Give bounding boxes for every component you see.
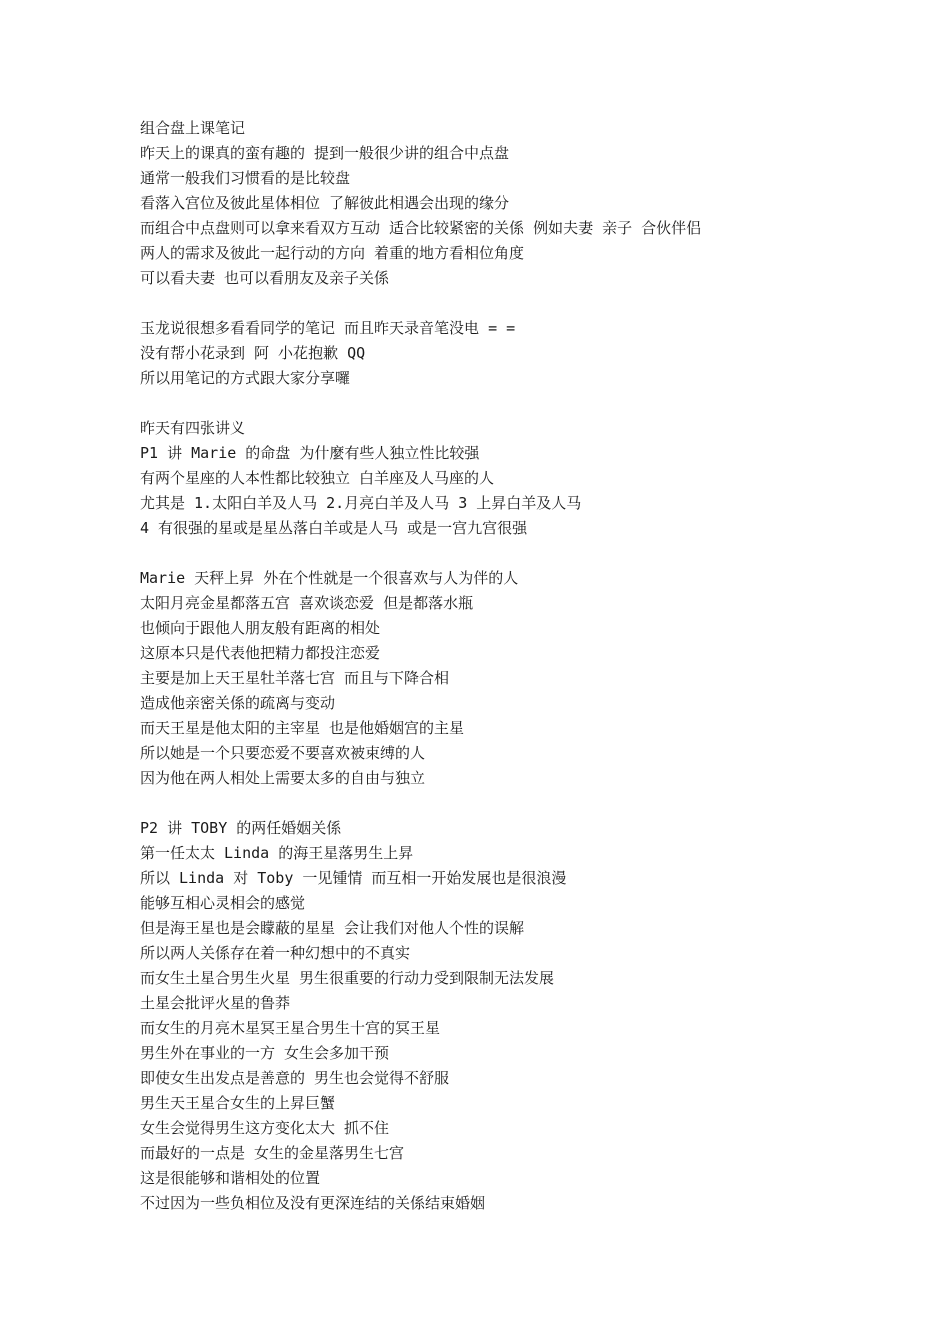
text-line: 这原本只是代表他把精力都投注恋爱 <box>140 644 381 662</box>
text-line: 能够互相心灵相会的感觉 <box>140 894 306 912</box>
document-title: 组合盘上课笔记 <box>140 119 246 137</box>
section-heading-p2: P2 讲 TOBY 的两任婚姻关係 <box>140 819 342 837</box>
text-line: 玉龙说很想多看看同学的笔记 而且昨天录音笔没电 = = <box>140 319 516 337</box>
text-line: 而组合中点盘则可以拿来看双方互动 适合比较紧密的关係 例如夫妻 亲子 合伙伴侣 <box>140 219 702 237</box>
text-line: 而女生土星合男生火星 男生很重要的行动力受到限制无法发展 <box>140 969 555 987</box>
text-line: 男生外在事业的一方 女生会多加干预 <box>140 1044 390 1062</box>
text-line: 通常一般我们习惯看的是比较盘 <box>140 169 351 187</box>
text-line: 所以 Linda 对 Toby 一见锺情 而互相一开始发展也是很浪漫 <box>140 869 567 887</box>
text-line: 所以她是一个只要恋爱不要喜欢被束缚的人 <box>140 744 426 762</box>
text-line: 但是海王星也是会矇蔽的星星 会让我们对他人个性的误解 <box>140 919 525 937</box>
text-line: 尤其是 1.太阳白羊及人马 2.月亮白羊及人马 3 上昇白羊及人马 <box>140 494 582 512</box>
paragraph-sharing <box>140 316 920 391</box>
text-line: 而天王星是他太阳的主宰星 也是他婚姻宫的主星 <box>140 719 465 737</box>
text-line: 即使女生出发点是善意的 男生也会觉得不舒服 <box>140 1069 450 1087</box>
section-heading-p1: P1 讲 Marie 的命盘 为什麼有些人独立性比较强 <box>140 444 480 462</box>
text-line: 男生天王星合女生的上昇巨蟹 <box>140 1094 336 1112</box>
text-line: 太阳月亮金星都落五宫 喜欢谈恋爱 但是都落水瓶 <box>140 594 474 612</box>
text-line: 有两个星座的人本性都比较独立 白羊座及人马座的人 <box>140 469 495 487</box>
text-line: 也倾向于跟他人朋友般有距离的相处 <box>140 619 381 637</box>
text-line: 昨天上的课真的蛮有趣的 提到一般很少讲的组合中点盘 <box>140 144 510 162</box>
text-line: 这是很能够和谐相处的位置 <box>140 1169 321 1187</box>
text-line: 而女生的月亮木星冥王星合男生十宫的冥王星 <box>140 1019 441 1037</box>
text-line: 不过因为一些负相位及没有更深连结的关係结束婚姻 <box>140 1194 486 1212</box>
text-line: 所以用笔记的方式跟大家分享囉 <box>140 369 351 387</box>
text-line: 4 有很强的星或是星丛落白羊或是人马 或是一宫九宫很强 <box>140 519 528 537</box>
text-line: 昨天有四张讲义 <box>140 419 246 437</box>
document-body <box>140 116 920 1241</box>
text-line: 第一任太太 Linda 的海王星落男生上昇 <box>140 844 414 862</box>
text-line: 看落入宫位及彼此星体相位 了解彼此相遇会出现的缘分 <box>140 194 510 212</box>
paragraph-marie <box>140 566 920 791</box>
text-line: 可以看夫妻 也可以看朋友及亲子关係 <box>140 269 390 287</box>
text-line: Marie 天秤上昇 外在个性就是一个很喜欢与人为伴的人 <box>140 569 519 587</box>
paragraph-handouts <box>140 416 920 541</box>
paragraph-intro <box>140 116 920 291</box>
text-line: 所以两人关係存在着一种幻想中的不真实 <box>140 944 411 962</box>
text-line: 两人的需求及彼此一起行动的方向 着重的地方看相位角度 <box>140 244 525 262</box>
text-line: 主要是加上天王星牡羊落七宫 而且与下降合相 <box>140 669 450 687</box>
text-line: 因为他在两人相处上需要太多的自由与独立 <box>140 769 426 787</box>
text-line: 没有帮小花录到 阿 小花抱歉 QQ <box>140 344 366 362</box>
text-line: 土星会批评火星的鲁莽 <box>140 994 291 1012</box>
text-line: 女生会觉得男生这方变化太大 抓不住 <box>140 1119 390 1137</box>
text-line: 而最好的一点是 女生的金星落男生七宫 <box>140 1144 405 1162</box>
paragraph-toby <box>140 816 920 1216</box>
text-line: 造成他亲密关係的疏离与变动 <box>140 694 336 712</box>
